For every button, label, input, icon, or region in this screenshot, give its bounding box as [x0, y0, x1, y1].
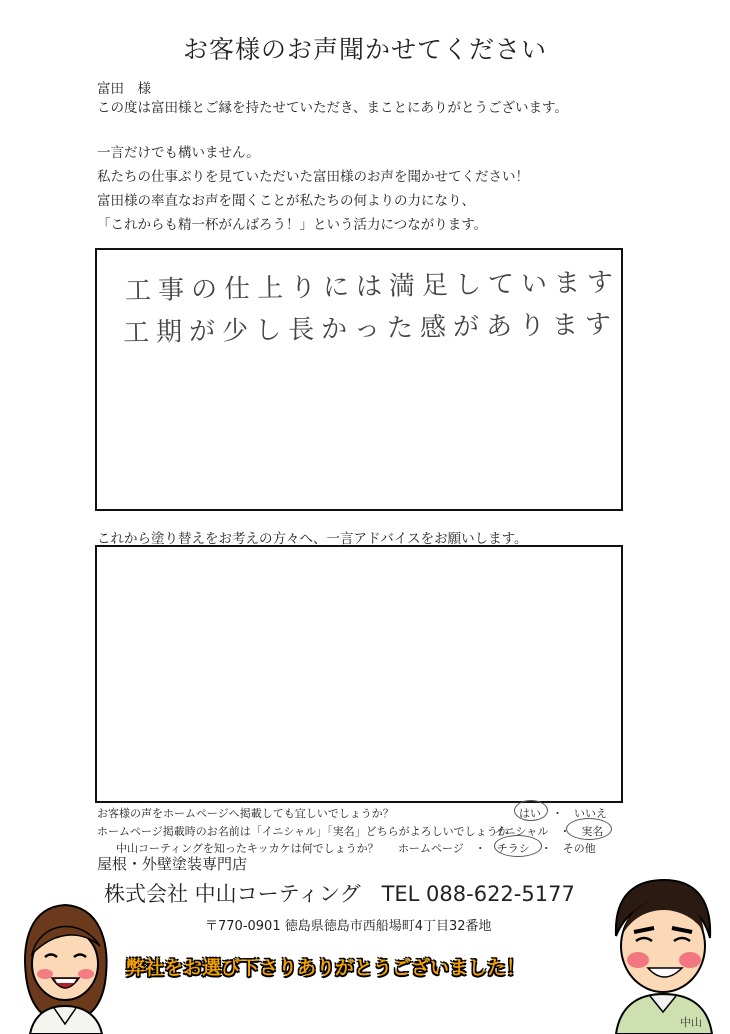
- survey-options-2: イニシャル ・ 実名: [494, 825, 604, 838]
- feedback-box: [95, 248, 623, 511]
- intro-line-2: 私たちの仕事ぶりを見ていただいた富田様のお声を聞かせてください！: [97, 169, 529, 185]
- thanks-line: この度は富田様とご縁を持たせていただき、まことにありがとうございます。: [97, 100, 568, 116]
- intro-line-4: 「これからも精一杯がんばろう！」という活力につながります。: [97, 217, 488, 233]
- handwritten-feedback-line-1: 工事の仕上りには満足しています: [124, 267, 621, 307]
- survey-question-2: ホームページ掲載時のお名前は「イニシャル」「実名」どちらがよろしいでしょうか: [97, 825, 509, 838]
- company-tagline: 屋根・外壁塗装専門店: [97, 855, 248, 873]
- company-address: 〒770-0901 徳島県徳島市西船場町4丁目32番地: [205, 919, 492, 934]
- thank-you-banner: 弊社をお選び下さりありがとうございました！: [126, 957, 526, 979]
- survey-options-3: ホームページ ・ チラシ ・ その他: [398, 842, 596, 855]
- survey-question-3: 中山コーティングを知ったキッカケは何でしょうか？: [116, 842, 379, 855]
- advice-box: [95, 545, 623, 803]
- company-name-phone: 株式会社 中山コーティング TEL 088-622-5177: [104, 882, 575, 906]
- man-mascot-illustration: [606, 876, 718, 1034]
- intro-line-1: 一言だけでも構いません。: [97, 145, 260, 161]
- survey-question-1: お客様の声をホームページへ掲載しても宜しいでしょうか？: [97, 807, 394, 820]
- customer-name: 富田 様: [97, 81, 151, 97]
- survey-options-1: はい ・ いいえ: [519, 807, 607, 820]
- circled-answer-mark: [494, 835, 542, 857]
- page-title: お客様のお声聞かせてください: [182, 35, 547, 64]
- circled-answer-mark: [566, 818, 612, 840]
- advice-prompt: これから塗り替えをお考えの方々へ、一言アドバイスをお願いします。: [97, 531, 528, 547]
- shirt-logo-text: 中山: [680, 1016, 702, 1029]
- handwritten-feedback-line-2: 工期が少し長かった感があります: [122, 309, 619, 349]
- circled-answer-mark: [514, 800, 548, 821]
- woman-mascot-illustration: [14, 902, 116, 1034]
- intro-line-3: 富田様の率直なお声を聞くことが私たちの何よりの力になり、: [97, 193, 475, 209]
